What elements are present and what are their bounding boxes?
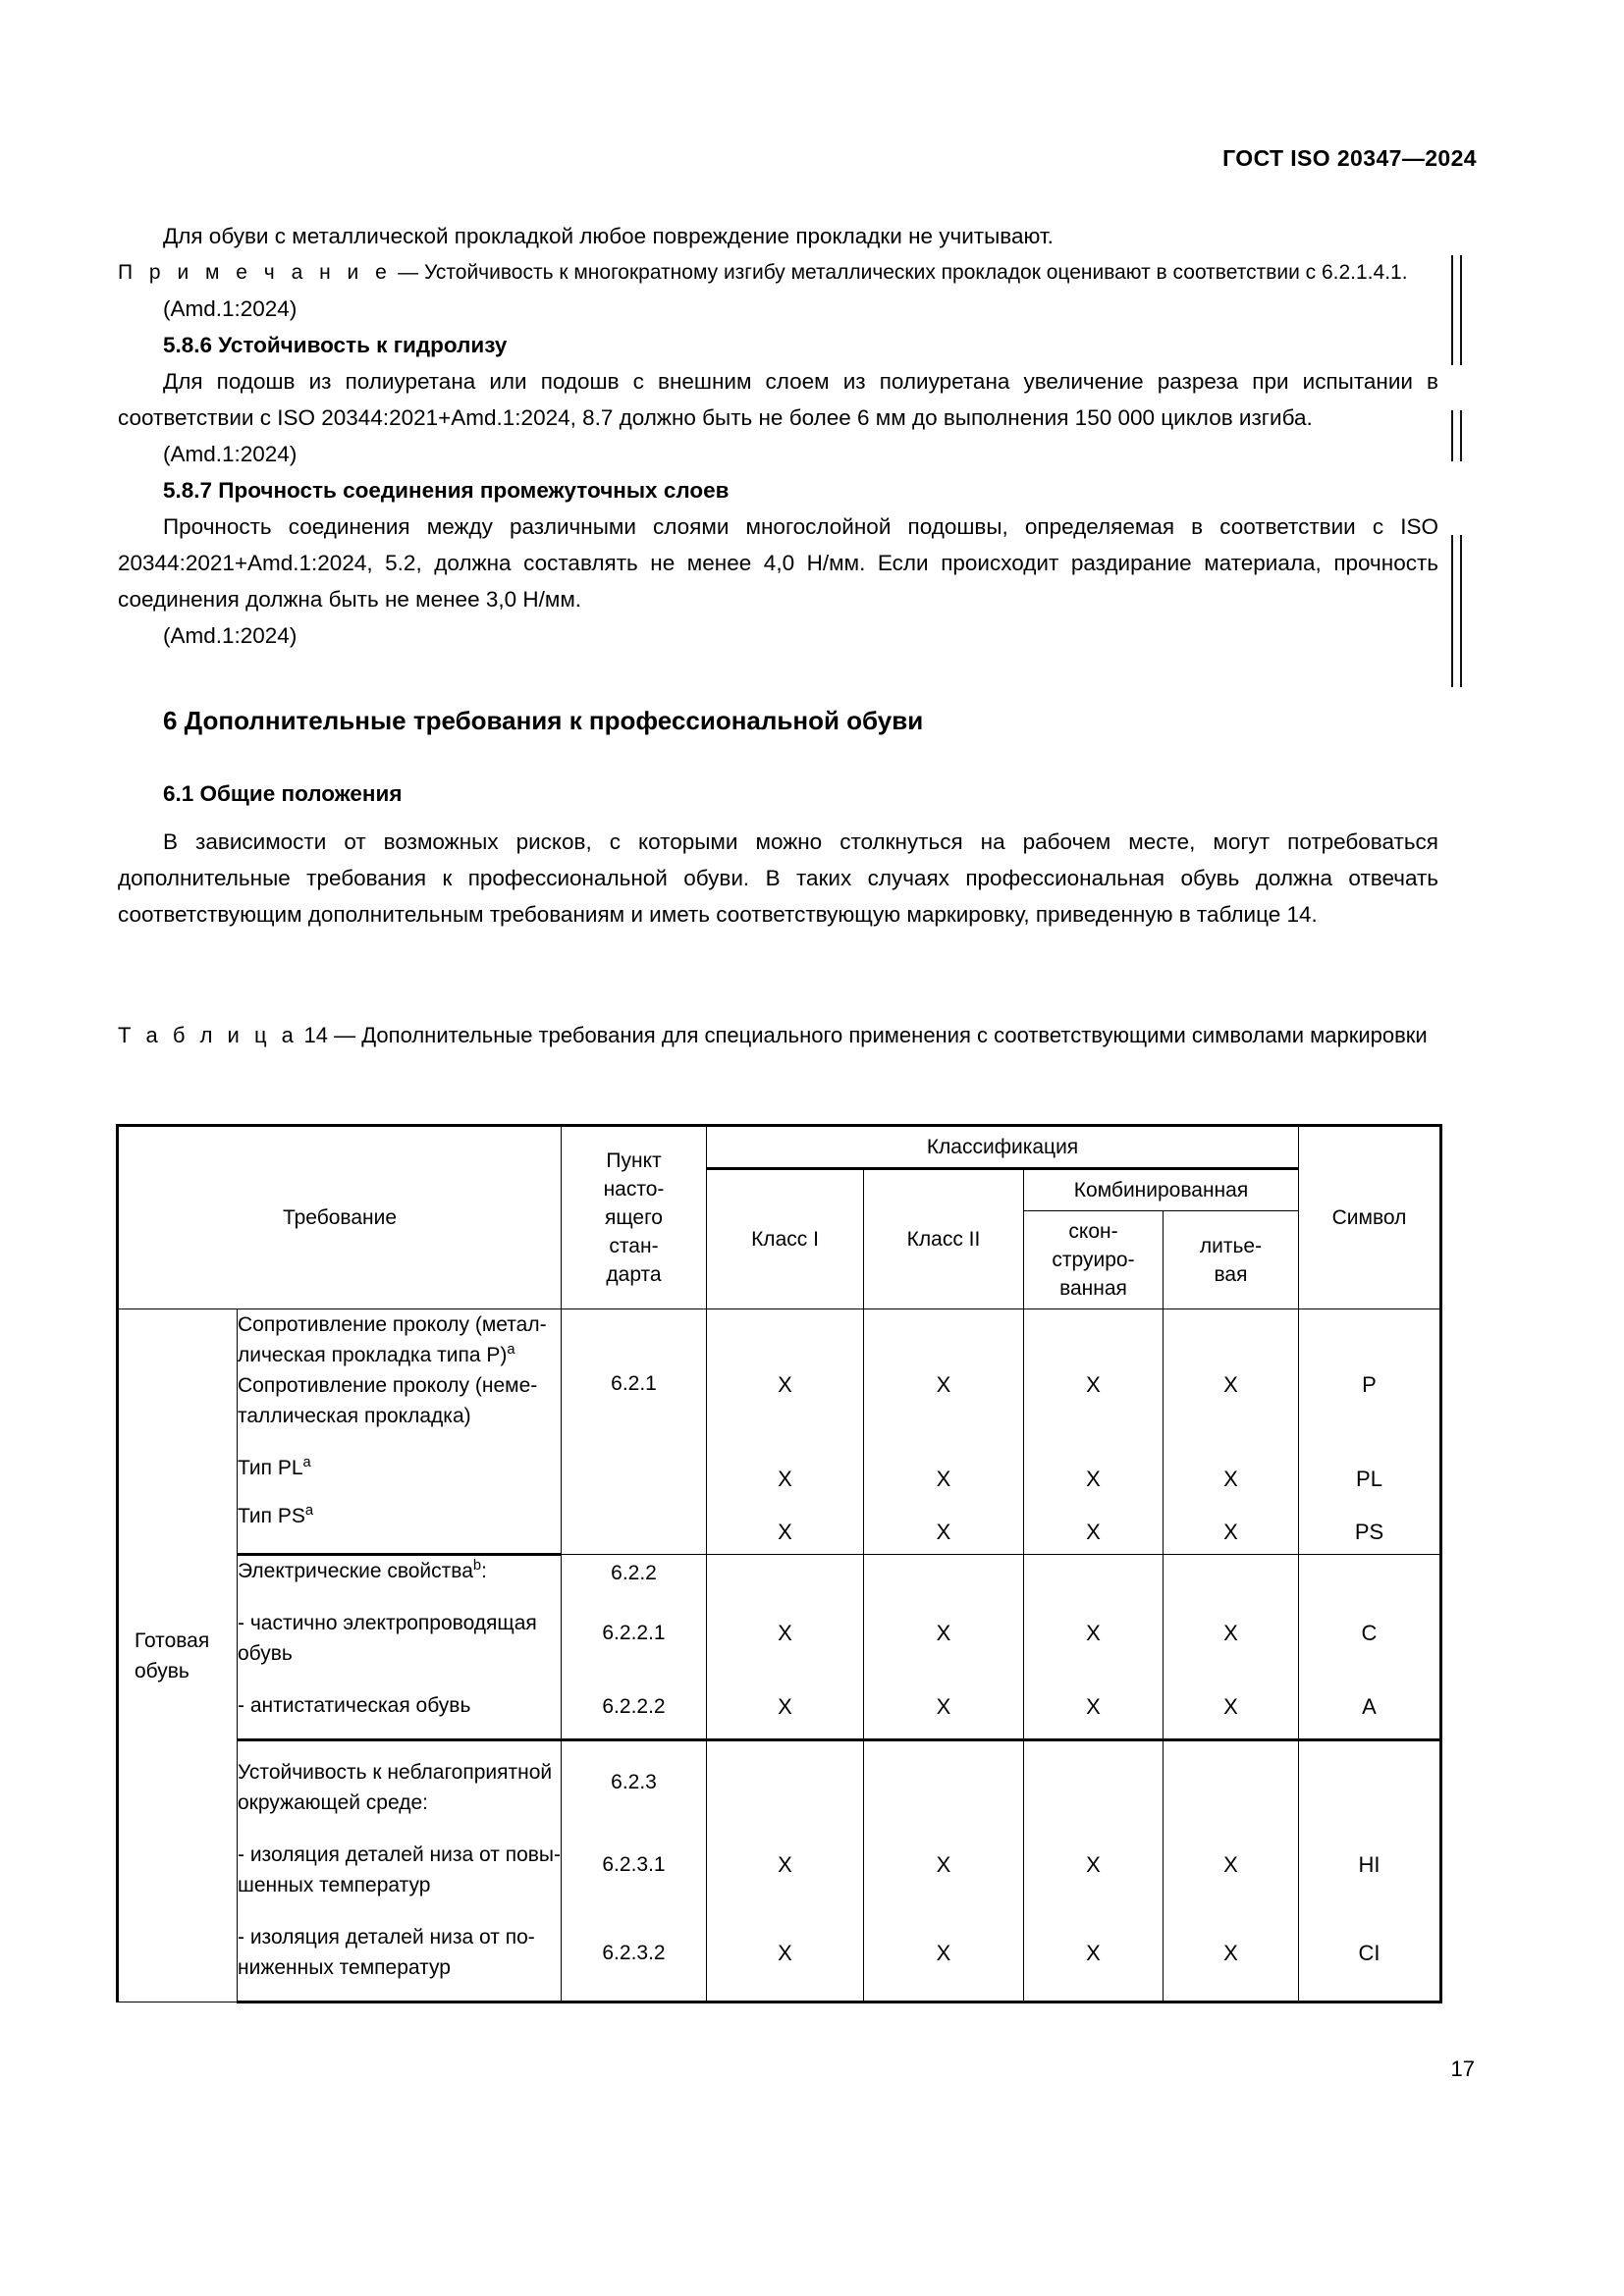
change-bar-2 <box>1451 410 1462 461</box>
cell-constructed: X <box>1024 1906 1164 2002</box>
cell-molded <box>1164 1555 1299 1593</box>
cell-class-2: X <box>864 1824 1024 1906</box>
mark-x: X <box>936 1372 951 1397</box>
cell-constructed <box>1024 1740 1164 1825</box>
cell-class-1 <box>707 1555 864 1593</box>
cell-symbol: HI <box>1299 1824 1441 1906</box>
symbol-value: PL <box>1356 1467 1382 1491</box>
cell-requirement <box>238 1675 562 1740</box>
table-row <box>118 1592 1441 1675</box>
cell-requirement <box>238 1555 562 1593</box>
cell-requirement <box>238 1906 562 2002</box>
cell-constructed: X <box>1024 1592 1164 1675</box>
cell-symbol <box>1299 1309 1441 1555</box>
footnote-marker-b: b <box>472 1558 482 1574</box>
cell-requirement <box>238 1487 562 1555</box>
table-row <box>118 1906 1441 2002</box>
paragraph-5-8-7: Прочность соединения между различными слоями многослойной подошвы, определяемая в соответствии с ISO 20344:2021+Amd.1:2024, 5.2, должна составлять не менее 4,0 Н/мм. Если происходит раздирание материала, прочность соединения должна быть не менее 3,0 Н/мм. <box>118 514 1438 612</box>
cell-molded: X <box>1164 1906 1299 2002</box>
footnote-marker-a: a <box>302 1455 311 1470</box>
cell-requirement <box>238 1740 562 1825</box>
heading-5-8-7: 5.8.7 Прочность соединения промежуточных слоев <box>163 478 730 503</box>
header-requirement: Требование <box>118 1126 562 1309</box>
header-molded-line-1: литье- <box>1199 1234 1263 1257</box>
table-row <box>118 1675 1441 1740</box>
header-combined: Комбинированная <box>1024 1169 1299 1211</box>
cell-requirement <box>238 1435 562 1487</box>
cell-clause: 6.2.3.1 <box>562 1824 707 1906</box>
mark-x: X <box>936 1467 951 1491</box>
cell-molded <box>1164 1309 1299 1555</box>
requirement-line <box>238 1556 561 1586</box>
header-class-1: Класс I <box>707 1169 864 1309</box>
requirement-suffix: : <box>481 1560 487 1582</box>
cell-class-2 <box>864 1309 1024 1555</box>
mark-x: X <box>936 1520 951 1544</box>
header-classification: Классификация <box>707 1126 1299 1169</box>
cell-class-2 <box>864 1555 1024 1593</box>
header-constructed-line-3: ванная <box>1059 1277 1127 1300</box>
cell-molded: X <box>1164 1824 1299 1906</box>
table-row <box>118 1555 1441 1593</box>
header-clause-line-1: Пункт <box>606 1149 662 1172</box>
paragraph-metal-insert: Для обуви с металлической прокладкой любое повреждение прокладки не учитывают. <box>163 224 1054 248</box>
cell-requirement <box>238 1592 562 1675</box>
cell-constructed: X <box>1024 1824 1164 1906</box>
table-caption-label: Т а б л и ц а <box>118 1023 298 1047</box>
requirement-line: шенных температур <box>238 1874 431 1896</box>
table-caption <box>118 1019 1443 1051</box>
requirement-line: Сопротивление проколу (неме- <box>238 1374 538 1397</box>
table-caption-number: 14 <box>303 1023 329 1047</box>
amendment-ref-1: (Amd.1:2024) <box>163 296 298 321</box>
cell-symbol <box>1299 1555 1441 1593</box>
requirement-line <box>238 1453 561 1483</box>
cell-symbol: C <box>1299 1592 1441 1675</box>
cell-clause: 6.2.2 <box>562 1555 707 1593</box>
mark-x: X <box>1223 1520 1238 1544</box>
header-symbol: Символ <box>1299 1126 1441 1309</box>
mark-x: X <box>1223 1467 1238 1491</box>
running-header-standard-number: ГОСТ ISO 20347—2024 <box>1222 145 1477 171</box>
requirement-line: Устойчивость к неблагоприятной <box>238 1761 553 1784</box>
requirement-line <box>238 1501 561 1531</box>
cell-requirement <box>238 1309 562 1436</box>
requirement-line: - частично электропроводящая <box>238 1612 537 1634</box>
note-block <box>118 254 1438 291</box>
requirement-line <box>238 1340 561 1370</box>
cell-clause: 6.2.2.2 <box>562 1675 707 1740</box>
cell-symbol: A <box>1299 1675 1441 1740</box>
requirement-text: лическая прокладка типа Р) <box>238 1344 508 1366</box>
body-content <box>118 218 1438 933</box>
change-bar-3 <box>1451 535 1462 687</box>
cell-symbol: CI <box>1299 1906 1441 2002</box>
cell-class-1 <box>707 1309 864 1555</box>
cell-clause: 6.2.3.2 <box>562 1906 707 2002</box>
amendment-ref-3: (Amd.1:2024) <box>163 623 298 648</box>
heading-5-8-6: 5.8.6 Устойчивость к гидролизу <box>163 333 508 357</box>
symbol-value: PS <box>1354 1520 1384 1544</box>
cell-class-1 <box>707 1740 864 1825</box>
cell-class-1: X <box>707 1906 864 2002</box>
header-clause-line-3: ящего <box>605 1206 663 1229</box>
note-dash: — <box>398 261 419 284</box>
cell-class-2 <box>864 1740 1024 1825</box>
header-molded-line-2: вая <box>1214 1262 1248 1286</box>
table-row <box>118 1309 1441 1436</box>
requirement-line: ниженных температур <box>238 1956 451 1979</box>
spacer-before-section-6 <box>118 654 1438 701</box>
note-text: Устойчивость к многократному изгибу металлических прокладок оценивают в соответствии с 6.2.1.4.1. <box>423 261 1408 284</box>
header-clause-line-4: стан- <box>609 1235 659 1257</box>
requirement-text: Электрические свойства <box>238 1560 473 1582</box>
cell-class-1: X <box>707 1592 864 1675</box>
header-clause <box>562 1126 707 1309</box>
requirement-line: - изоляция деталей низа от по- <box>238 1926 535 1949</box>
table-row <box>118 1824 1441 1906</box>
cell-symbol <box>1299 1740 1441 1825</box>
header-constructed-line-1: скон- <box>1068 1220 1118 1243</box>
amendment-ref-2: (Amd.1:2024) <box>163 442 298 466</box>
requirement-line: - антистатическая обувь <box>238 1694 471 1717</box>
mark-x: X <box>1086 1467 1101 1491</box>
requirement-line: - изоляция деталей низа от повы- <box>238 1843 561 1866</box>
cell-class-2: X <box>864 1675 1024 1740</box>
cell-molded: X <box>1164 1592 1299 1675</box>
header-constructed <box>1024 1211 1164 1309</box>
paragraph-5-8-6: Для подошв из полиуретана или подошв с внешним слоем из полиуретана увеличение разреза при испытании в соответствии с ISO 20344:2021+Amd.1:2024, 8.7 должно быть не более 6 мм до выполнения 150 000 циклов изгиба. <box>118 369 1438 430</box>
row-group-finished-footwear: Готовая обувь <box>118 1309 238 2002</box>
heading-6-1: 6.1 Общие положения <box>163 781 403 806</box>
mark-x: X <box>778 1372 792 1397</box>
cell-clause: 6.2.1 <box>562 1309 707 1555</box>
cell-molded <box>1164 1740 1299 1825</box>
change-bar-1 <box>1451 255 1462 365</box>
note-label: П р и м е ч а н и е <box>118 261 393 284</box>
table-row <box>118 1740 1441 1825</box>
table-caption-text: Дополнительные требования для специального применения с соответствующими символами маркировки <box>361 1023 1428 1047</box>
cell-class-2: X <box>864 1906 1024 2002</box>
cell-requirement <box>238 1824 562 1906</box>
mark-x: X <box>1086 1520 1101 1544</box>
symbol-value: P <box>1362 1372 1377 1397</box>
requirement-line: окружающей среде: <box>238 1791 428 1814</box>
table-header-row-1 <box>118 1126 1441 1169</box>
mark-x: X <box>1223 1372 1238 1397</box>
cell-constructed: X <box>1024 1675 1164 1740</box>
cell-molded: X <box>1164 1675 1299 1740</box>
requirement-line: Сопротивление проколу (метал- <box>238 1313 547 1336</box>
heading-section-6: 6 Дополнительные требования к профессиональной обуви <box>163 706 924 735</box>
cell-class-2: X <box>864 1592 1024 1675</box>
header-clause-line-2: насто- <box>603 1178 665 1201</box>
cell-constructed <box>1024 1555 1164 1593</box>
spacer-after-section-6 <box>118 740 1438 775</box>
page-number: 17 <box>1450 2056 1475 2081</box>
spacer-after-6-1 <box>118 812 1438 824</box>
table-caption-dash: — <box>334 1023 356 1047</box>
header-constructed-line-2: струиро- <box>1052 1249 1135 1271</box>
table-14 <box>116 1124 1442 2003</box>
requirement-line: таллическая прокладка) <box>238 1405 471 1427</box>
cell-clause: 6.2.3 <box>562 1740 707 1825</box>
mark-x: X <box>1086 1372 1101 1397</box>
cell-class-1: X <box>707 1675 864 1740</box>
requirement-line: обувь <box>238 1642 293 1665</box>
cell-class-1: X <box>707 1824 864 1906</box>
requirement-text: Тип PS <box>238 1505 305 1527</box>
mark-x: X <box>778 1467 792 1491</box>
paragraph-6-1: В зависимости от возможных рисков, с которыми можно столкнуться на рабочем месте, могут потребоваться дополнительные требования к профессиональной обуви. В таких случаях профессиональная обувь должна отвечать соответствующим дополнительным требованиям и иметь соответствующую маркировку, приведенную в таблице 14. <box>118 829 1438 927</box>
mark-x: X <box>778 1520 792 1544</box>
cell-clause: 6.2.2.1 <box>562 1592 707 1675</box>
header-molded <box>1164 1211 1299 1309</box>
footnote-marker-a: a <box>507 1342 515 1358</box>
header-class-2: Класс II <box>864 1169 1024 1309</box>
requirement-text: Тип PL <box>238 1457 303 1479</box>
header-clause-line-5: дарта <box>606 1263 662 1286</box>
cell-constructed <box>1024 1309 1164 1555</box>
footnote-marker-a: a <box>304 1503 314 1519</box>
